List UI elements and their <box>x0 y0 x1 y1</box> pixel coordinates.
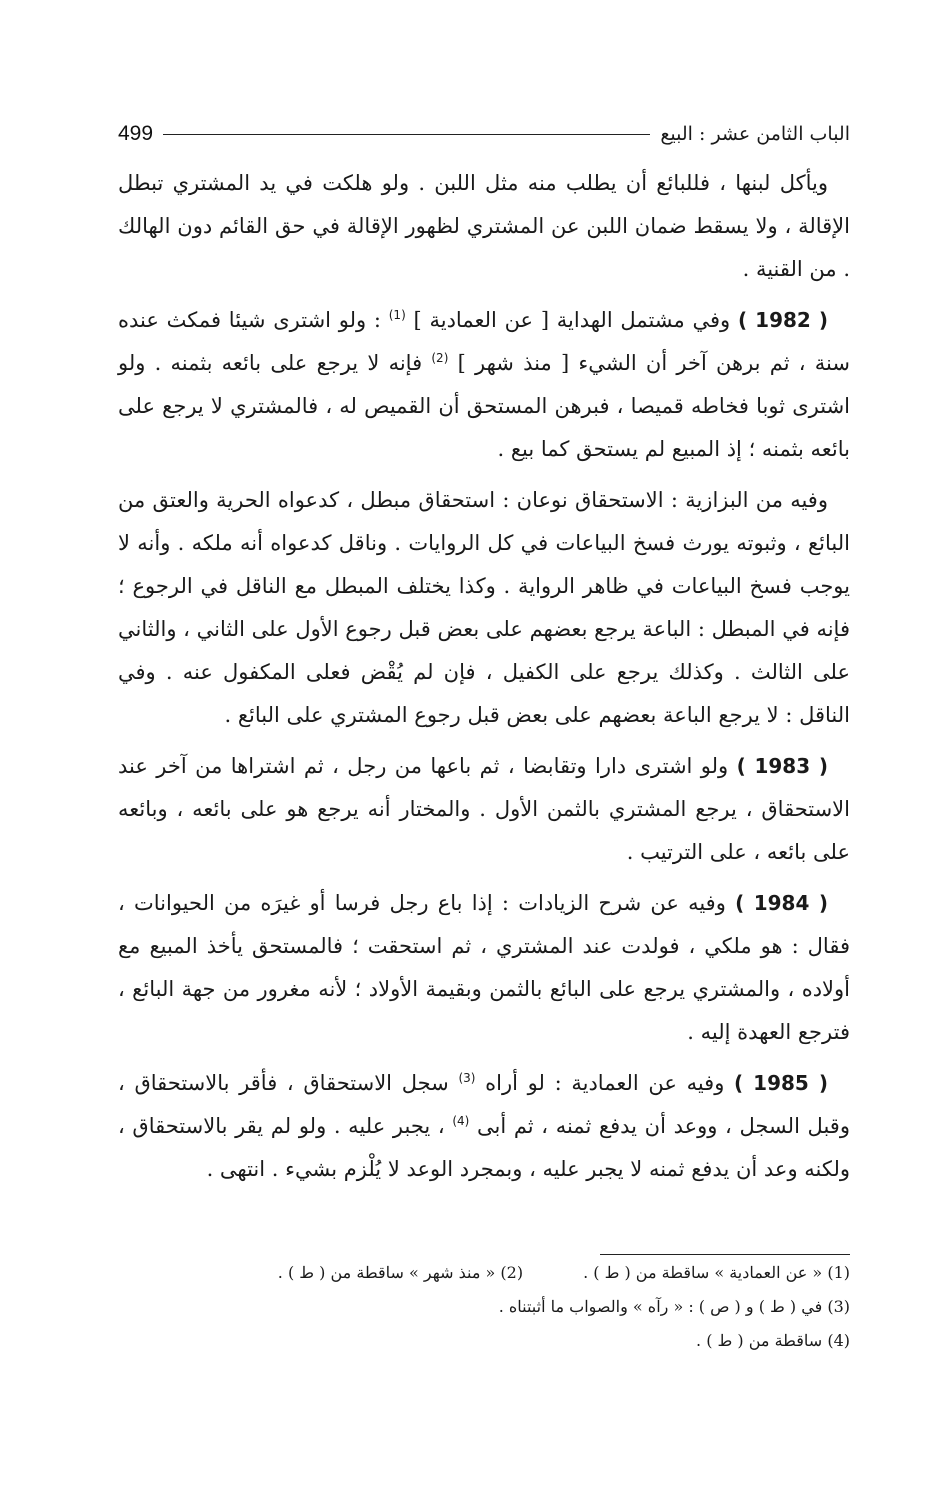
paragraph-text: وفيه عن العمادية : لو أراه <box>485 1071 725 1095</box>
paragraph-text: ويأكل لبنها ، فللبائع أن يطلب منه مثل اللبن . ولو هلكت في يد المشتري تبطل الإقالة ، ولا يسقط ضمان اللبن عن المشتري لظهور الإقالة في حق القائم دون الهالك . من القنية . <box>118 171 850 281</box>
footnote-4 <box>696 1324 850 1358</box>
paragraph-1985 <box>118 1062 850 1191</box>
paragraph-text: وفي مشتمل الهداية [ عن العمادية ] <box>413 308 731 332</box>
footnote-ref[interactable]: (1) <box>388 308 406 322</box>
footnote-marker: (4) <box>827 1331 850 1350</box>
footnote-2 <box>278 1256 523 1290</box>
footnote-text: « منذ شهر » ساقطة من ( ط ) . <box>277 1263 496 1282</box>
paragraph-text: سجل الاستحقاق ، فأقر بالاستحقاق ، وقبل السجل ، ووعد أن يدفع ثمنه ، ثم أبى <box>118 1071 850 1138</box>
page-header <box>118 116 850 152</box>
footnote-text: ساقطة من ( ط ) . <box>696 1331 823 1350</box>
footnote-ref[interactable]: (4) <box>452 1114 470 1128</box>
paragraph-text: : ولو اشترى شيئا فمكث عنده سنة ، ثم برهن آخر أن الشيء [ منذ شهر ] <box>118 308 850 375</box>
paragraph-1982 <box>118 299 850 471</box>
paragraph-continuation <box>118 162 850 291</box>
footnote-row <box>118 1256 850 1290</box>
page-number: 499 <box>118 122 154 145</box>
footnote-1 <box>583 1256 850 1290</box>
footnote-marker: (3) <box>827 1297 850 1316</box>
entry-number: ( 1985 ) <box>734 1071 828 1095</box>
paragraph-text: ، يجبر عليه . ولو لم يقر بالاستحقاق ، ولكنه وعد أن يدفع ثمنه لا يجبر عليه ، وبمجرد الوعد لا يُلْزم بشيء . انتهى . <box>118 1114 850 1181</box>
paragraph-1983 <box>118 745 850 874</box>
entry-number: ( 1982 ) <box>737 308 829 332</box>
footnote-row <box>118 1324 850 1358</box>
footnote-marker: (2) <box>500 1263 524 1282</box>
entry-number: ( 1983 ) <box>736 754 828 778</box>
footnotes <box>118 1256 850 1358</box>
paragraph-bazzaziya <box>118 479 850 737</box>
footnote-row <box>118 1290 850 1324</box>
footnote-ref[interactable]: (3) <box>458 1071 476 1085</box>
paragraph-text: فإنه لا يرجع على بائعه بثمنه . ولو اشترى ثوبا فخاطه قميصا ، فبرهن المستحق أن القميص له ، فالمشتري لا يرجع على بائعه بثمنه ؛ إذ المبيع لم يستحق كما بيع . <box>118 351 850 461</box>
footnote-separator <box>600 1254 850 1255</box>
footnote-text: « عن العمادية » ساقطة من ( ط ) . <box>583 1263 823 1282</box>
footnote-3 <box>499 1290 850 1324</box>
paragraph-text: وفيه من البزازية : الاستحقاق نوعان : استحقاق مبطل ، كدعواه الحرية والعتق من البائع ، وثبوته يورث فسخ البياعات في كل الروايات . وناقل كدعواه أنه ملكه . وأنه لا يوجب فسخ البياعات في ظاهر الرواية . وكذا يختلف المبطل مع الناقل في الرجوع ؛ فإنه في المبطل : الباعة يرجع بعضهم على بعض قبل رجوع الأول على الثاني ، والثاني على الثالث . وكذلك يرجع على الكفيل ، فإن لم يُقْض فعلى المكفول عنه . وفي الناقل : لا يرجع الباعة بعضهم على بعض قبل رجوع المشتري على البائع . <box>118 488 850 727</box>
footnote-text: في ( ط ) و ( ص ) : « رآه » والصواب ما أثبتناه . <box>498 1297 823 1316</box>
main-text <box>118 162 850 1199</box>
paragraph-text: ولو اشترى دارا وتقابضا ، ثم باعها من رجل ، ثم اشتراها من آخر عند الاستحقاق ، يرجع المشتري بالثمن الأول . والمختار أنه يرجع هو على بائعه ، وبائعه على بائعه ، على الترتيب . <box>118 754 850 864</box>
footnote-marker: (1) <box>827 1263 850 1282</box>
paragraph-text: وفيه عن شرح الزيادات : إذا باع رجل فرسا أو غيرَه من الحيوانات ، فقال : هو ملكي ، فولدت عند المشتري ، ثم استحقت ؛ فالمستحق يأخذ المبيع مع أولاده ، والمشتري يرجع على البائع بالثمن وبقيمة الأولاد ؛ لأنه مغرور من جهة البائع ، فترجع العهدة إليه . <box>118 891 850 1044</box>
footnote-ref[interactable]: (2) <box>431 351 449 365</box>
header-rule <box>163 134 650 135</box>
entry-number: ( 1984 ) <box>735 891 829 915</box>
paragraph-1984 <box>118 882 850 1054</box>
running-title: الباب الثامن عشر : البيع <box>660 123 850 145</box>
